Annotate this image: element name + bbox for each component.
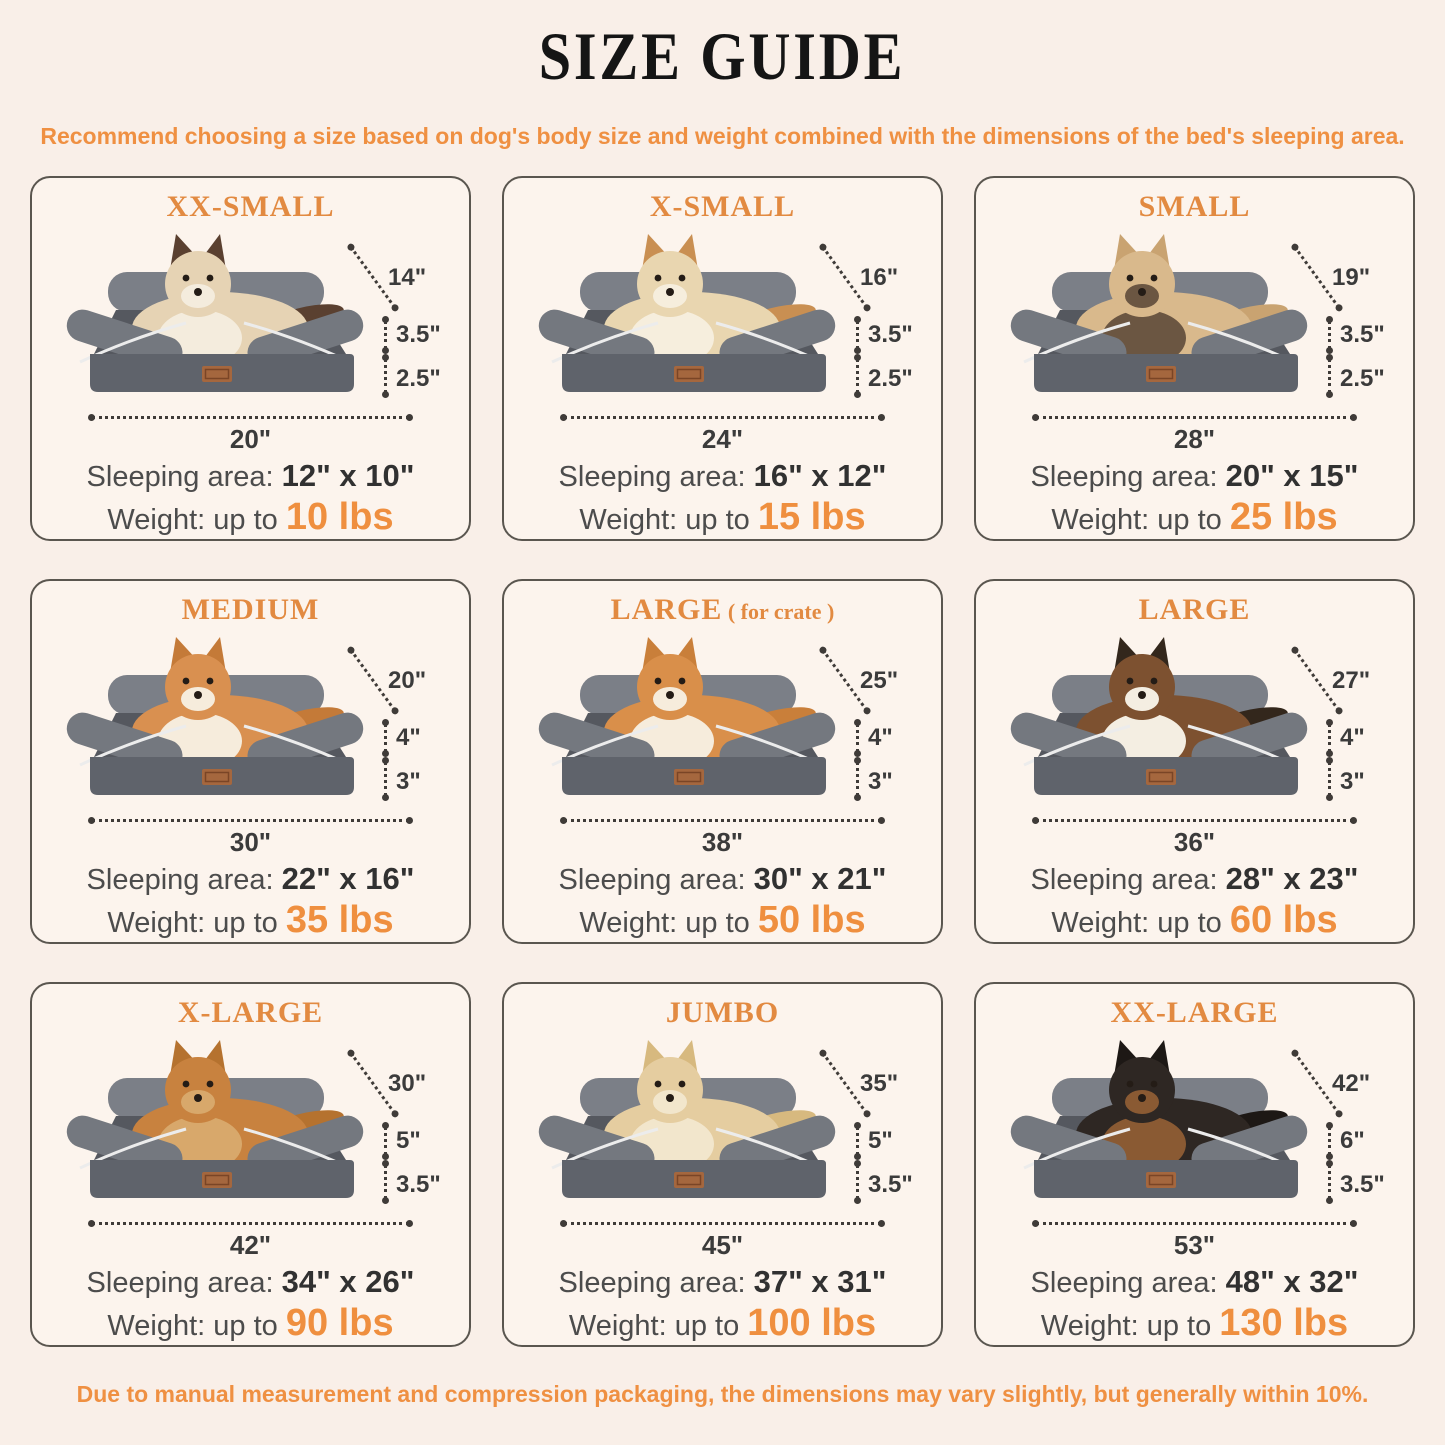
weight-label: Weight: [1040,1310,1139,1342]
base-height-dim-line [1328,761,1331,797]
base-height-dim-line [1328,358,1331,394]
weight-upto-label: up to [213,1310,278,1342]
brand-tag [1146,1172,1176,1188]
pet-eye [1127,275,1134,282]
bed-illustration [42,226,459,410]
base-height-dim-label: 3.5" [1340,1171,1385,1198]
pet-eye [679,275,686,282]
brand-tag [1146,366,1176,382]
bolster-height-dim-label: 3.5" [396,321,441,348]
base-height-dim-line [1328,1164,1331,1200]
pet-nose [1138,288,1146,296]
page-title: SIZE GUIDE [539,19,906,95]
width-dim-label: 14" [388,264,427,291]
size-name-text: LARGE [1138,593,1251,626]
base-height-dim-label: 2.5" [1340,365,1385,392]
brand-tag [1146,769,1176,785]
width-dim-label: 30" [388,1070,427,1097]
pet-nose [194,288,202,296]
bed-illustration [42,1032,459,1216]
length-dim-label: 36" [1173,827,1216,857]
brand-tag [202,366,232,382]
weight-line [986,1302,1403,1345]
pet-eye [655,678,662,685]
length-dim [514,1218,931,1260]
bed-illustration [514,226,931,410]
weight-label: Weight: [1051,907,1150,939]
weight-value: 15 lbs [757,496,866,538]
pet-eye [207,1081,214,1088]
sleeping-area-label: Sleeping area: [1030,1267,1218,1299]
width-dim-label: 16" [860,264,899,291]
sleeping-area-line [986,458,1403,494]
sleeping-area-line [514,861,931,897]
weight-value: 100 lbs [747,1302,877,1344]
size-name [986,190,1403,224]
length-dim [514,815,931,857]
pet-eye [183,1081,190,1088]
footer-note: Due to manual measurement and compression packaging, the dimensions may vary slightly, but generally within 10%. [76,1381,1369,1407]
sleeping-area-line [42,861,459,897]
size-name-text: XX-SMALL [166,190,335,223]
pet-head [1109,1040,1175,1123]
bed-drawing [522,226,852,410]
pet-eye [1151,275,1158,282]
base-height-dim-line [384,358,387,394]
sleeping-area-label: Sleeping area: [86,864,274,896]
weight-value: 130 lbs [1219,1302,1349,1344]
length-dim-label: 53" [1173,1230,1216,1260]
length-dim-line [92,819,409,822]
pet-eye [207,275,214,282]
weight-upto-label: up to [1146,1310,1212,1342]
bed-drawing [50,226,380,410]
size-name-text: LARGE [610,593,723,626]
base-height-dim-label: 3" [396,768,421,795]
sleeping-area-value: 22" x 16" [281,861,415,896]
bolster-height-dim-label: 3.5" [1340,321,1385,348]
sleeping-area-label: Sleeping area: [1030,864,1218,896]
base-height-dim-line [856,761,859,797]
sleeping-area-value: 48" x 32" [1225,1264,1359,1299]
length-dim [986,1218,1403,1260]
bolster-height-dim-label: 4" [1340,724,1365,751]
bed-illustration [514,1032,931,1216]
weight-label: Weight: [568,1310,667,1342]
sleeping-area-line [42,458,459,494]
pet-nose [1138,1094,1146,1102]
pet-eye [183,678,190,685]
weight-value: 10 lbs [285,496,394,538]
pet-head [1109,637,1175,720]
bed-drawing [994,226,1324,410]
size-name [986,996,1403,1030]
base-height-dim-label: 3" [1340,768,1365,795]
sleeping-area-label: Sleeping area: [558,461,746,493]
length-dim-line [1036,1222,1353,1225]
bolster-height-dim-label: 3.5" [868,321,913,348]
weight-label: Weight: [107,907,206,939]
bolster-height-dim-line [384,723,387,753]
sleeping-area-value: 20" x 15" [1225,458,1359,493]
bed-illustration [986,226,1403,410]
width-dim-label: 20" [388,667,427,694]
length-dim-line [564,819,881,822]
weight-line [986,496,1403,539]
brand-tag [202,769,232,785]
bed-drawing [522,629,852,813]
width-dim-label: 25" [860,667,899,694]
size-name-suffix: ( for crate ) [722,599,835,624]
width-dim-label: 42" [1332,1070,1371,1097]
weight-value: 60 lbs [1229,899,1338,941]
size-name-text: SMALL [1138,190,1251,223]
bolster-height-dim-label: 5" [396,1127,421,1154]
sleeping-area-label: Sleeping area: [86,1267,274,1299]
weight-upto-label: up to [1157,907,1222,939]
pet-eye [1151,1081,1158,1088]
sleeping-area-value: 34" x 26" [281,1264,415,1299]
sleeping-area-line [514,458,931,494]
brand-tag [674,769,704,785]
header [0,0,1445,150]
base-height-dim-line [384,1164,387,1200]
sleeping-area-label: Sleeping area: [1030,461,1218,493]
weight-upto-label: up to [685,907,750,939]
size-name [42,190,459,224]
base-height-dim-label: 2.5" [868,365,913,392]
pet-eye [1127,1081,1134,1088]
size-card [30,176,471,541]
bolster-height-dim-label: 5" [868,1127,893,1154]
size-name [986,593,1403,627]
pet-head [165,1040,231,1123]
length-dim-label: 42" [229,1230,272,1260]
base-height-dim-line [856,1164,859,1200]
bolster-height-dim-line [1328,1126,1331,1156]
pet-eye [207,678,214,685]
pet-eye [183,275,190,282]
bed-illustration [42,629,459,813]
pet-head [637,1040,703,1123]
length-dim [514,412,931,454]
length-dim [42,412,459,454]
bolster-height-dim-label: 6" [1340,1127,1365,1154]
weight-upto-label: up to [213,907,278,939]
bolster-height-dim-line [856,320,859,350]
brand-tag [674,1172,704,1188]
size-name [42,996,459,1030]
pet-nose [666,691,674,699]
size-card [974,579,1415,944]
weight-line [514,496,931,539]
bed-illustration [986,629,1403,813]
length-dim-line [564,1222,881,1225]
base-height-dim-label: 2.5" [396,365,441,392]
base-height-dim-line [384,761,387,797]
length-dim [42,1218,459,1260]
pet-head [637,234,703,317]
brand-tag [202,1172,232,1188]
bed-drawing [994,1032,1324,1216]
pet-eye [1127,678,1134,685]
weight-line [42,899,459,942]
weight-line [986,899,1403,942]
size-name [514,996,931,1030]
pet-eye [655,275,662,282]
sleeping-area-label: Sleeping area: [558,1267,746,1299]
brand-tag [674,366,704,382]
bolster-height-dim-line [1328,723,1331,753]
weight-line [514,1302,931,1345]
length-dim-line [1036,819,1353,822]
pet-head [165,637,231,720]
bed-drawing [522,1032,852,1216]
weight-line [514,899,931,942]
size-card [502,579,943,944]
size-name-text: JUMBO [665,996,780,1029]
weight-value: 25 lbs [1229,496,1338,538]
sleeping-area-value: 28" x 23" [1225,861,1359,896]
pet-nose [1138,691,1146,699]
length-dim-label: 28" [1173,424,1216,454]
size-card [30,982,471,1347]
sleeping-area-label: Sleeping area: [558,864,746,896]
weight-value: 35 lbs [285,899,394,941]
size-name-text: X-LARGE [177,996,324,1029]
length-dim-label: 20" [229,424,272,454]
bed-drawing [994,629,1324,813]
sleeping-area-line [986,861,1403,897]
width-dim-label: 35" [860,1070,899,1097]
sleeping-area-value: 16" x 12" [753,458,887,493]
weight-label: Weight: [579,907,678,939]
weight-upto-label: up to [213,504,278,536]
pet-nose [194,691,202,699]
bolster-height-dim-label: 4" [868,724,893,751]
pet-nose [666,1094,674,1102]
bolster-height-dim-line [856,1126,859,1156]
pet-eye [655,1081,662,1088]
weight-line [42,1302,459,1345]
bed-drawing [50,1032,380,1216]
size-name-text: X-SMALL [649,190,796,223]
page-subtitle: Recommend choosing a size based on dog's body size and weight combined with the dimensions of the bed's sleeping area. [40,123,1405,149]
sleeping-area-value: 30" x 21" [753,861,887,896]
length-dim-label: 45" [701,1230,744,1260]
sleeping-area-value: 37" x 31" [753,1264,887,1299]
pet-nose [194,1094,202,1102]
base-height-dim-label: 3.5" [396,1171,441,1198]
pet-nose [666,288,674,296]
base-height-dim-label: 3" [868,768,893,795]
length-dim [986,412,1403,454]
length-dim [42,815,459,857]
bolster-height-dim-line [1328,320,1331,350]
length-dim-line [92,1222,409,1225]
pet-head [1109,234,1175,317]
bolster-height-dim-line [856,723,859,753]
pet-head [165,234,231,317]
bolster-height-dim-label: 4" [396,724,421,751]
weight-label: Weight: [107,504,206,536]
sleeping-area-line [42,1264,459,1300]
length-dim-label: 38" [701,827,744,857]
weight-value: 90 lbs [285,1302,394,1344]
weight-label: Weight: [579,504,678,536]
bolster-height-dim-line [384,1126,387,1156]
width-dim-label: 27" [1332,667,1371,694]
weight-label: Weight: [107,1310,206,1342]
length-dim-line [92,416,409,419]
weight-value: 50 lbs [757,899,866,941]
pet-eye [679,678,686,685]
size-name [514,593,931,627]
base-height-dim-line [856,358,859,394]
weight-upto-label: up to [685,504,750,536]
length-dim-label: 30" [229,827,272,857]
size-name [42,593,459,627]
base-height-dim-label: 3.5" [868,1171,913,1198]
length-dim [986,815,1403,857]
weight-upto-label: up to [1157,504,1222,536]
size-name-text: XX-LARGE [1110,996,1279,1029]
weight-upto-label: up to [674,1310,740,1342]
size-name-text: MEDIUM [181,593,320,626]
length-dim-label: 24" [701,424,744,454]
size-card [502,982,943,1347]
sleeping-area-line [986,1264,1403,1300]
bed-drawing [50,629,380,813]
bolster-height-dim-line [384,320,387,350]
bed-illustration [514,629,931,813]
length-dim-line [1036,416,1353,419]
size-card [974,176,1415,541]
width-dim-label: 19" [1332,264,1371,291]
bed-illustration [986,1032,1403,1216]
sleeping-area-label: Sleeping area: [86,461,274,493]
weight-line [42,496,459,539]
size-name [514,190,931,224]
pet-eye [1151,678,1158,685]
size-card [974,982,1415,1347]
size-grid [30,176,1415,1347]
weight-label: Weight: [1051,504,1150,536]
size-card [502,176,943,541]
pet-head [637,637,703,720]
sleeping-area-line [514,1264,931,1300]
pet-eye [679,1081,686,1088]
sleeping-area-value: 12" x 10" [281,458,415,493]
length-dim-line [564,416,881,419]
size-card [30,579,471,944]
